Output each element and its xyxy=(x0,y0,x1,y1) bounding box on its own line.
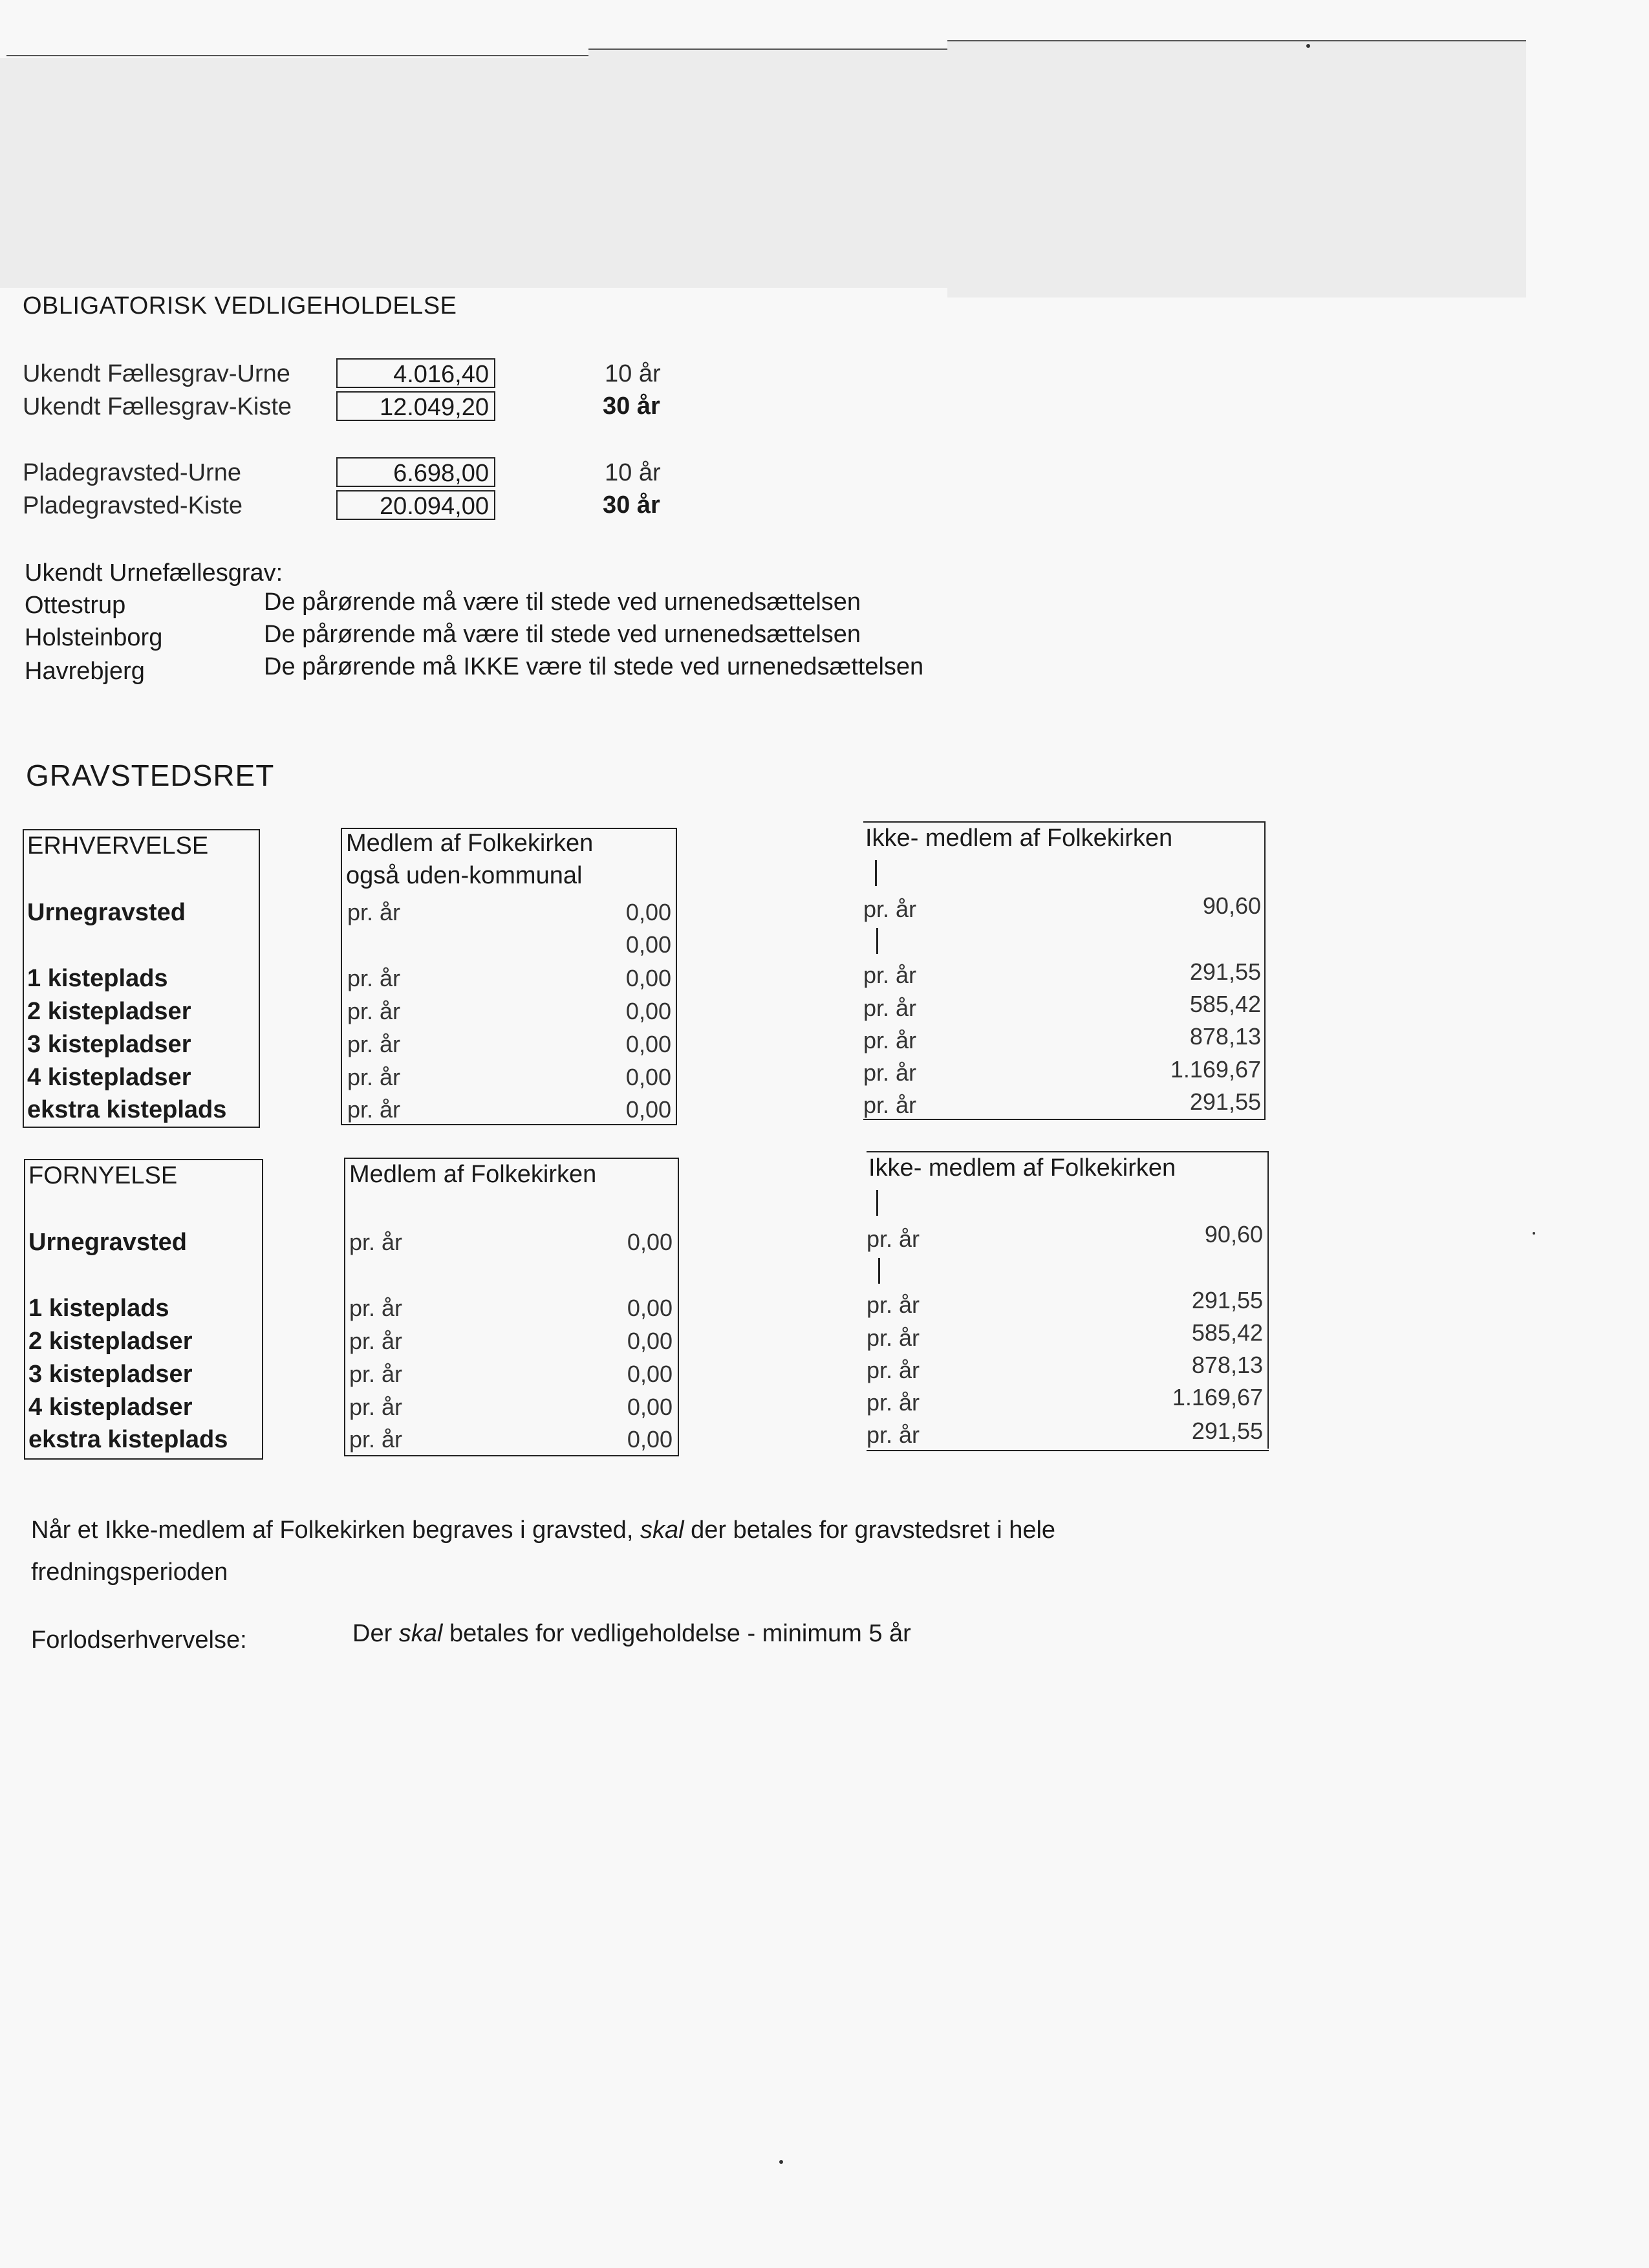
nonmember-value: 878,13 xyxy=(1191,1352,1263,1378)
nonmember-value: 90,60 xyxy=(1204,1221,1263,1247)
obligatory-label: Pladegravsted-Urne xyxy=(23,459,241,486)
member-value: 0,00 xyxy=(625,965,671,991)
unit-label: pr. år xyxy=(867,1291,920,1318)
member-value: 0,00 xyxy=(625,899,671,925)
kisteplads-label: 4 kistepladser xyxy=(27,1064,191,1091)
obligatory-heading: OBLIGATORISK VEDLIGEHOLDELSE xyxy=(23,292,457,319)
unit-label: pr. år xyxy=(349,1394,403,1420)
unit-label: pr. år xyxy=(863,1027,917,1053)
kisteplads-label: ekstra kisteplads xyxy=(28,1426,228,1453)
kisteplads-label: 2 kistepladser xyxy=(27,998,191,1025)
obligatory-period: 10 år xyxy=(605,459,661,486)
column-divider-tick xyxy=(876,928,878,954)
kisteplads-label: 4 kistepladser xyxy=(28,1394,193,1421)
obligatory-amount-box xyxy=(336,457,495,487)
kisteplads-label: ekstra kisteplads xyxy=(27,1096,227,1123)
header-rule-middle xyxy=(588,49,947,50)
note-emphasis: skal xyxy=(640,1517,684,1544)
header-rule-right xyxy=(947,40,1526,41)
nonmember-note-line2: fredningsperioden xyxy=(31,1559,228,1586)
urne-note: De pårørende må være til stede ved urnenedsættelsen xyxy=(264,589,861,616)
kisteplads-label: 3 kistepladser xyxy=(27,1031,191,1058)
kisteplads-label: 2 kistepladser xyxy=(28,1328,193,1355)
member-value: 0,00 xyxy=(627,1295,673,1321)
obligatory-period: 10 år xyxy=(605,360,661,387)
kisteplads-label: 3 kistepladser xyxy=(28,1361,193,1388)
note-text: der betales for gravstedsret i hele xyxy=(691,1517,1056,1544)
obligatory-period: 30 år xyxy=(603,393,660,420)
member-value: 0,00 xyxy=(625,1064,671,1090)
redacted-header-left xyxy=(0,58,588,288)
urne-place: Holsteinborg xyxy=(25,624,163,651)
urnegravsted-label: Urnegravsted xyxy=(28,1229,187,1256)
nonmember-value: 90,60 xyxy=(1202,892,1261,919)
member-value: 0,00 xyxy=(627,1361,673,1387)
unit-label: pr. år xyxy=(863,1059,917,1086)
note-text: Når et Ikke-medlem af Folkekirken begraves i gravsted, xyxy=(31,1517,634,1544)
forlod-emphasis: skal xyxy=(398,1620,443,1647)
unit-label: pr. år xyxy=(347,1031,401,1057)
nonmember-value: 878,13 xyxy=(1189,1023,1261,1050)
scan-speck xyxy=(1306,44,1310,48)
urne-note: De pårørende må IKKE være til stede ved urnenedsættelsen xyxy=(264,653,924,680)
unit-label: pr. år xyxy=(867,1357,920,1383)
forlod-text-part: betales for vedligeholdelse - minimum 5 år xyxy=(449,1620,911,1647)
scan-speck xyxy=(779,2160,783,2164)
unit-label: pr. år xyxy=(349,1426,403,1453)
urne-note: De pårørende må være til stede ved urnenedsættelsen xyxy=(264,621,861,648)
fornyelse-title: FORNYELSE xyxy=(28,1162,178,1189)
unit-label: pr. år xyxy=(863,962,917,988)
unit-label: pr. år xyxy=(863,995,917,1021)
urnegravsted-label: Urnegravsted xyxy=(27,899,186,926)
nonmember-value: 291,55 xyxy=(1189,1088,1261,1115)
unit-label: pr. år xyxy=(867,1324,920,1351)
unit-label: pr. år xyxy=(347,1096,401,1123)
member-value: 0,00 xyxy=(625,1096,671,1123)
member-title: Medlem af Folkekirken xyxy=(349,1161,597,1188)
obligatory-amount: 12.049,20 xyxy=(379,394,489,421)
member-subtitle: også uden-kommunal xyxy=(346,862,583,889)
nonmember-title: Ikke- medlem af Folkekirken xyxy=(865,825,1173,852)
member-value: 0,00 xyxy=(625,931,671,958)
urne-place: Havrebjerg xyxy=(25,658,145,685)
unit-label: pr. år xyxy=(347,965,401,991)
nonmember-value: 585,42 xyxy=(1191,1319,1263,1346)
unit-label: pr. år xyxy=(349,1295,403,1321)
member-value: 0,00 xyxy=(625,998,671,1024)
obligatory-label: Ukendt Fællesgrav-Urne xyxy=(23,360,290,387)
column-divider-tick xyxy=(875,860,877,886)
urne-heading: Ukendt Urnefællesgrav: xyxy=(25,559,283,587)
member-value: 0,00 xyxy=(627,1394,673,1420)
nonmember-value: 585,42 xyxy=(1189,991,1261,1017)
member-value: 0,00 xyxy=(625,1031,671,1057)
obligatory-amount-box xyxy=(336,358,495,388)
obligatory-period: 30 år xyxy=(603,491,660,519)
nonmember-value: 291,55 xyxy=(1189,958,1261,985)
kisteplads-label: 1 kisteplads xyxy=(27,965,168,992)
unit-label: pr. år xyxy=(867,1226,920,1252)
nonmember-value: 1.169,67 xyxy=(1170,1056,1261,1083)
header-rule-left xyxy=(6,55,588,56)
obligatory-amount: 20.094,00 xyxy=(379,493,489,520)
nonmember-title: Ikke- medlem af Folkekirken xyxy=(868,1154,1176,1182)
unit-label: pr. år xyxy=(349,1229,403,1255)
unit-label: pr. år xyxy=(867,1421,920,1448)
unit-label: pr. år xyxy=(349,1361,403,1387)
column-divider-tick xyxy=(876,1190,878,1216)
scan-speck xyxy=(1533,1232,1535,1235)
redacted-header-right xyxy=(947,40,1526,297)
member-title: Medlem af Folkekirken xyxy=(346,830,594,857)
nonmember-note-line1 xyxy=(31,1517,1055,1544)
member-value: 0,00 xyxy=(627,1229,673,1255)
obligatory-label: Pladegravsted-Kiste xyxy=(23,492,243,519)
forlod-text-part: Der xyxy=(352,1620,393,1647)
unit-label: pr. år xyxy=(867,1389,920,1416)
unit-label: pr. år xyxy=(347,1064,401,1090)
redacted-header-middle xyxy=(588,49,947,288)
obligatory-amount-box xyxy=(336,391,495,421)
nonmember-value: 291,55 xyxy=(1191,1418,1263,1444)
unit-label: pr. år xyxy=(347,899,401,925)
gravstedsret-heading: GRAVSTEDSRET xyxy=(26,759,275,792)
obligatory-amount-box xyxy=(336,490,495,520)
unit-label: pr. år xyxy=(863,1092,917,1118)
obligatory-amount: 4.016,40 xyxy=(393,361,489,388)
forlod-text xyxy=(352,1620,911,1648)
erhvervelse-title: ERHVERVELSE xyxy=(27,832,209,859)
nonmember-value: 1.169,67 xyxy=(1172,1384,1263,1410)
member-value: 0,00 xyxy=(627,1328,673,1354)
kisteplads-label: 1 kisteplads xyxy=(28,1295,169,1322)
unit-label: pr. år xyxy=(863,896,917,922)
forlod-label: Forlodserhvervelse: xyxy=(31,1626,247,1654)
obligatory-label: Ukendt Fællesgrav-Kiste xyxy=(23,393,292,420)
unit-label: pr. år xyxy=(349,1328,403,1354)
urne-place: Ottestrup xyxy=(25,592,126,619)
column-divider-tick xyxy=(878,1258,880,1284)
nonmember-value: 291,55 xyxy=(1191,1287,1263,1313)
unit-label: pr. år xyxy=(347,998,401,1024)
member-value: 0,00 xyxy=(627,1426,673,1453)
obligatory-amount: 6.698,00 xyxy=(393,460,489,487)
